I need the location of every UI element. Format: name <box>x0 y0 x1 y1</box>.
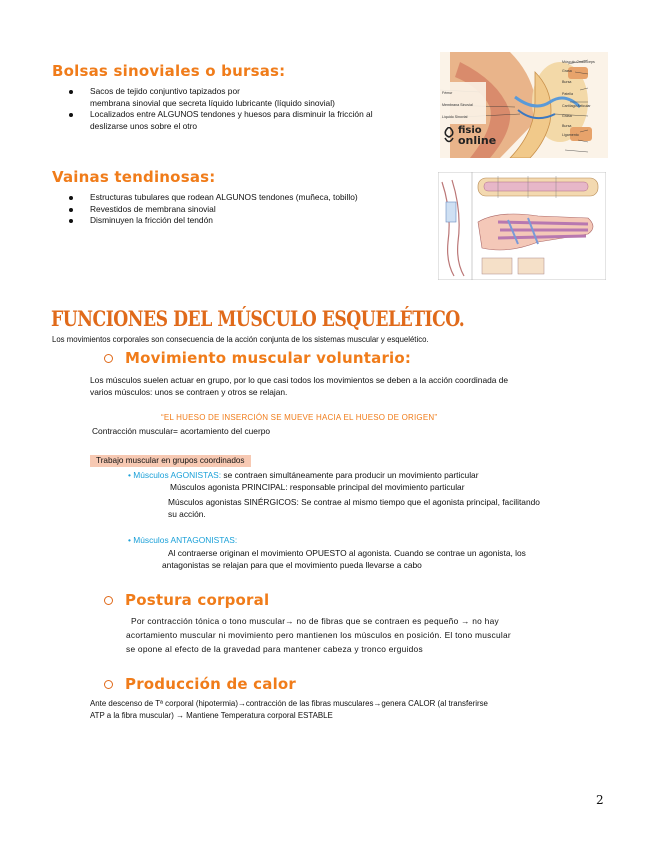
figure-label: Músculo Cuadríceps <box>562 60 595 64</box>
sinergicos-text: Músculos agonistas SINÉRGICOS: Se contrae al mismo tiempo que el agonista principal, facilitando su acción. <box>168 497 540 519</box>
vainas-list <box>62 192 432 227</box>
figure-label: Grasa <box>562 114 572 118</box>
movimiento-text: Los músculos suelen actuar en grupo, por lo que casi todos los movimientos se deben a la acción coordinada de varios músculos: unos se contraen y otros se relajan. <box>90 375 509 397</box>
antagonistas-text: Al contraerse originan el movimiento OPUESTO al agonista. Cuando se contrae un agonista, los antagonistas se relajan para que el movimiento pueda llevarse a cabo <box>162 548 526 570</box>
figure-label: Grasa <box>562 69 572 73</box>
list-item: Estructuras tubulares que rodean ALGUNOS tendones (muñeca, tobillo) <box>62 192 432 204</box>
agonistas-line: • Músculos AGONISTAS: se contraen simultáneamente para producir un movimiento particular <box>128 470 479 480</box>
subsection-title: Postura corporal <box>125 591 270 609</box>
figure-label: Ligamento <box>562 133 579 137</box>
figure-label: Membrana Sinovial <box>442 103 473 107</box>
section-title-vainas: Vainas tendinosas: <box>52 168 216 186</box>
logo-icon <box>442 127 456 145</box>
bolsas-list <box>62 86 432 132</box>
list-item: Sacos de tejido conjuntivo tapizados por membrana sinovial que secreta líquido lubricante (líquido sinovial) <box>62 86 432 109</box>
fisio-online-logo: fisio online <box>442 126 496 146</box>
figure-label: Bursa <box>562 80 572 84</box>
knee-bursa-figure <box>440 52 608 158</box>
list-item: Disminuyen la fricción del tendón <box>62 215 432 227</box>
intro-text: Los movimientos corporales son consecuencia de la acción conjunta de los sistemas muscular y esquelético. <box>52 335 429 344</box>
subsection-calor <box>104 675 296 693</box>
circle-bullet-icon <box>104 596 113 605</box>
agonista-principal: Músculos agonista PRINCIPAL: responsable principal del movimiento particular <box>170 482 465 492</box>
main-title: FUNCIONES DEL MÚSCULO ESQUELÉTICO. <box>51 306 465 331</box>
tendon-sheath-figure <box>438 172 606 280</box>
contraccion-text: Contracción muscular= acortamiento del cuerpo <box>92 426 271 436</box>
list-item: Revestidos de membrana sinovial <box>62 204 432 216</box>
circle-bullet-icon <box>104 354 113 363</box>
postura-text: Por contracción tónica o tono muscular→ no de fibras que se contraen es pequeño → no hay acortamiento muscular ni movimiento pero mantienen los músculos en posición. El tono muscular se opone al efecto de la gravedad para mantener cabeza y tronco erguidos <box>126 616 511 654</box>
figure-label: Cartílago Articular <box>562 104 591 108</box>
subsection-postura <box>104 591 269 609</box>
circle-bullet-icon <box>104 680 113 689</box>
figure-label: Patella <box>562 92 573 96</box>
quote-text: “EL HUESO DE INSERCIÓN SE MUEVE HACIA EL HUESO DE ORIGEN” <box>161 413 438 422</box>
list-item: Localizados entre ALGUNOS tendones y huesos para disminuir la fricción al deslizarse unos sobre el otro <box>62 109 432 132</box>
subsection-title: Movimiento muscular voluntario: <box>125 349 412 367</box>
calor-text: Ante descenso de Tª corporal (hipotermia)→contracción de las fibras musculares→genera CALOR (al transferirse ATP a la fibra muscular) → Mantiene Temperatura corporal ESTABLE <box>90 699 488 720</box>
figure-label: Bursa <box>562 124 572 128</box>
page-number: 2 <box>596 793 604 807</box>
subsection-movimiento <box>104 349 411 367</box>
section-title-bolsas: Bolsas sinoviales o bursas: <box>52 62 286 80</box>
subsection-title: Producción de calor <box>125 675 297 693</box>
highlight-trabajo: Trabajo muscular en grupos coordinados <box>90 450 251 468</box>
figure-label: Fémur <box>442 91 453 95</box>
antagonistas-label: • Músculos ANTAGONISTAS: <box>128 535 238 545</box>
figure-label: Líquido Sinovial <box>442 115 468 119</box>
